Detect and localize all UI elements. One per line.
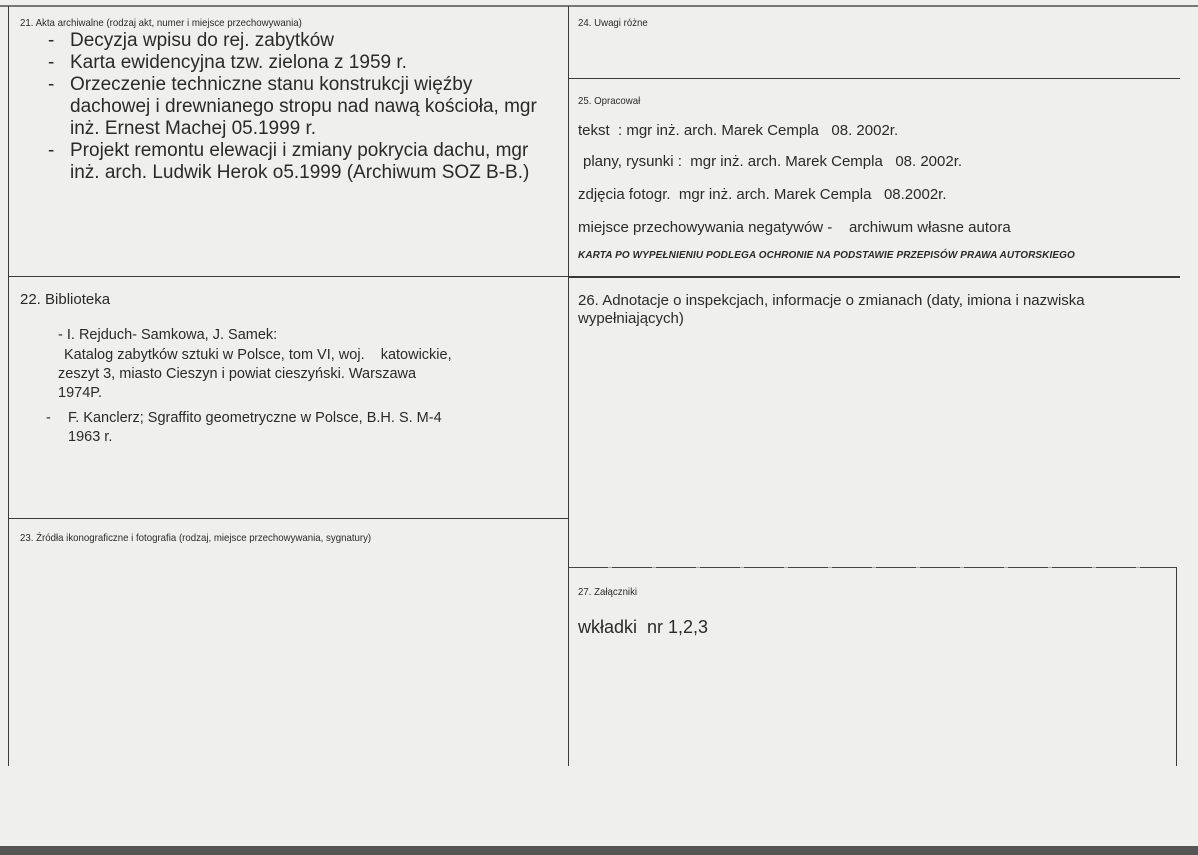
divider-25-26 [568,276,1180,278]
author-photos: zdjęcia fotogr. mgr inż. arch. Marek Cempla 08.2002r. [578,186,947,203]
divider-21-22 [8,276,568,277]
column-divider [568,6,569,766]
bib-item-1-line-4: 1974P. [58,385,103,401]
bib-item-1-line-3: zeszyt 3, miasto Cieszyn i powiat cieszyński. Warszawa [58,366,417,382]
divider-22-23 [8,518,568,519]
section-26-label-line-2: wypełniających) [578,310,684,327]
section-21-label: 21. Akta archiwalne (rodzaj akt, numer i miejsce przechowywania) [20,17,302,29]
bib-item-2-line-1: F. Kanclerz; Sgraffito geometryczne w Polsce, B.H. S. M-4 [68,410,442,426]
divider-26-27 [568,567,1176,568]
left-border [8,6,9,766]
section-22-label: 22. Biblioteka [20,291,111,308]
section-26-label-line-1: 26. Adnotacje o inspekcjach, informacje o zmianach (daty, imiona i nazwiska [578,292,1085,309]
section-27-label: 27. Załączniki [578,586,638,598]
copyright-notice: KARTA PO WYPEŁNIENIU PODLEGA OCHRONIE NA PODSTAWIE PRZEPISÓW PRAWA AUTORSKIEGO [578,250,1075,261]
list-item: - Projekt remontu elewacji i zmiany pokrycia dachu, mgr inż. arch. Ludwik Herok o5.1999 (Archiwum SOZ B-B.) [42,140,542,184]
top-border [0,5,1198,7]
author-plans: plany, rysunki : mgr inż. arch. Marek Cempla 08. 2002r. [583,153,963,170]
bottom-band [0,846,1198,855]
list-item: - Decyzja wpisu do rej. zabytków [42,30,542,52]
archival-records-list [42,30,542,184]
bib-item-1-line-1: - I. Rejduch- Samkowa, J. Samek: [58,327,278,343]
divider-24-25 [568,78,1180,79]
section-24-label: 24. Uwagi różne [578,17,648,29]
bib-item-2-line-2: 1963 r. [68,429,113,445]
negatives-location: miejsce przechowywania negatywów - archiwum własne autora [578,219,1011,236]
attachments-value: wkładki nr 1,2,3 [578,617,709,637]
right-border [1176,567,1177,766]
list-item: - Karta ewidencyjna tzw. zielona z 1959 r. [42,52,542,74]
section-25-label: 25. Opracował [578,95,641,107]
bib-dash: - [46,410,51,426]
author-text: tekst : mgr inż. arch. Marek Cempla 08. 2002r. [578,122,899,139]
list-item: - Orzeczenie techniczne stanu konstrukcji więźby dachowej i drewnianego stropu nad nawą kościoła, mgr inż. Ernest Machej 05.1999 r. [42,74,542,140]
bib-item-1-line-2: Katalog zabytków sztuki w Polsce, tom VI, woj. katowickie, [64,347,452,363]
section-23-label: 23. Źródła ikonograficzne i fotografia (rodzaj, miejsce przechowywania, sygnatury) [20,532,372,544]
